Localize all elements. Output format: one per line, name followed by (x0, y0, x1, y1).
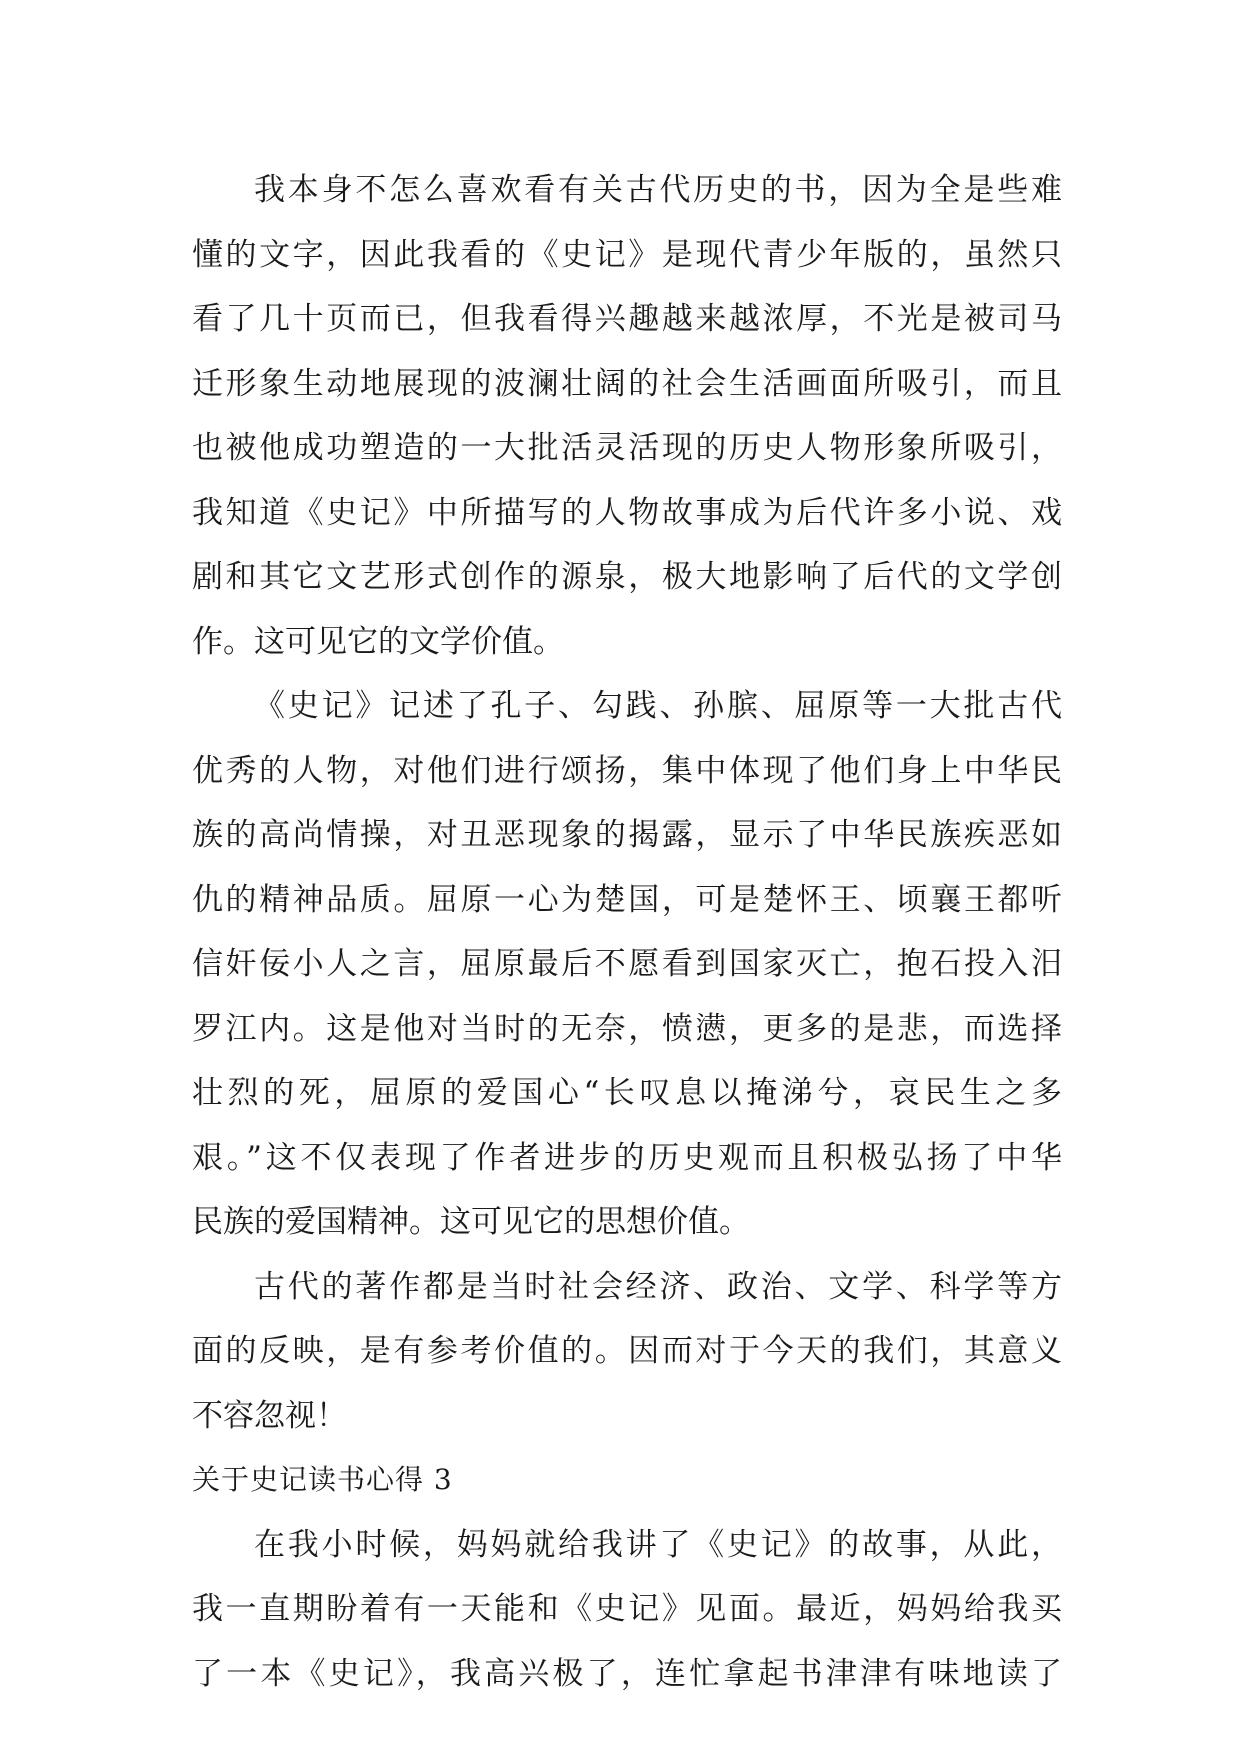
paragraph-line: 优秀的人物，对他们进行颂扬，集中体现了他们身上中华民 (192, 752, 1062, 789)
paragraph-line: 剧和其它文艺形式创作的源泉，极大地影响了后代的文学创 (192, 559, 1062, 595)
paragraph-line: 迁形象生动地展现的波澜壮阔的社会生活画面所吸引，而且 (192, 365, 1062, 402)
section-heading: 关于史记读书心得 3 (192, 1463, 453, 1496)
paragraph-line: 作。这可见它的文学价值。 (192, 623, 564, 660)
paragraph-line: 懂的文字，因此我看的《史记》是现代青少年版的，虽然只 (192, 236, 1062, 273)
paragraph-line: 壮烈的死，屈原的爱国心“长叹息以掩涕兮，哀民生之多 (192, 1075, 1062, 1111)
paragraph-line: 面的反映，是有参考价值的。因而对于今天的我们，其意义 (192, 1333, 1062, 1369)
paragraph-line: 了一本《史记》，我高兴极了，连忙拿起书津津有味地读了 (192, 1655, 1062, 1692)
paragraph-line: 《史记》记述了孔子、勾践、孙膑、屈原等一大批古代 (254, 688, 1062, 724)
paragraph-line: 信奸佞小人之言，屈原最后不愿看到国家灭亡，抱石投入汨 (192, 946, 1062, 982)
paragraph-line: 我一直期盼着有一天能和《史记》见面。最近，妈妈给我买 (192, 1591, 1062, 1627)
paragraph-line: 不容忽视！ (192, 1397, 347, 1434)
paragraph-line: 民族的爱国精神。这可见它的思想价值。 (192, 1204, 750, 1240)
paragraph-line: 古代的著作都是当时社会经济、政治、文学、科学等方 (254, 1268, 1062, 1305)
paragraph-line: 我知道《史记》中所描写的人物故事成为后代许多小说、戏 (192, 494, 1062, 531)
paragraph-line: 我本身不怎么喜欢看有关古代历史的书，因为全是些难 (254, 172, 1062, 208)
paragraph-line: 在我小时候，妈妈就给我讲了《史记》的故事，从此， (254, 1526, 1062, 1563)
paragraph-line: 艰。”这不仅表现了作者进步的历史观而且积极弘扬了中华 (192, 1139, 1062, 1176)
paragraph-line: 罗江内。这是他对当时的无奈，愤懑，更多的是悲，而选择 (192, 1010, 1062, 1047)
paragraph-line: 看了几十页而已，但我看得兴趣越来越浓厚，不光是被司马 (192, 301, 1062, 337)
document-page (192, 158, 1062, 1706)
paragraph-line: 也被他成功塑造的一大批活灵活现的历史人物形象所吸引， (192, 430, 1062, 466)
paragraph-line: 族的高尚情操，对丑恶现象的揭露，显示了中华民族疾恶如 (192, 817, 1062, 853)
document-body (192, 158, 1062, 1706)
paragraph-line: 仇的精神品质。屈原一心为楚国，可是楚怀王、顷襄王都听 (192, 881, 1062, 918)
